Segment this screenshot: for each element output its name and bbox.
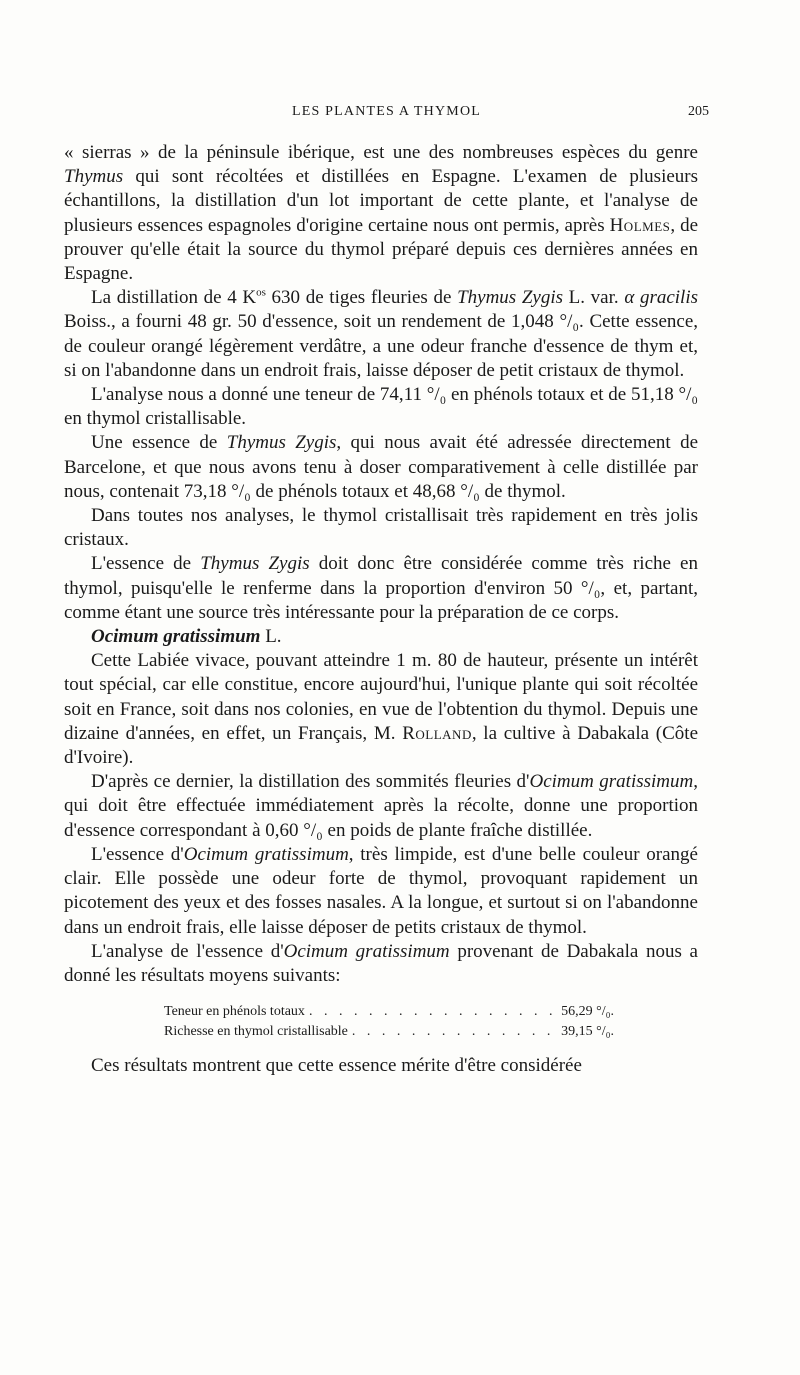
paragraph-2: La distillation de 4 $K^{os}$ 630 de tiges fleuries de Thymus Zygis L. var. α gracilis Boiss., a fourni 48 gr. 50 d'essence, soit un rendement de 1,048 °/₀. Cette essence, de couleur orangé légèrement verdâtre, a une odeur franche d'essence de thym et, si on l'abandonne dans un endroit frais, laisse déposer de petit cristaux de thymol. (64, 286, 698, 381)
row-label: Teneur en phénols totaux (164, 1004, 305, 1020)
body-text (64, 141, 698, 1078)
running-title: LES PLANTES A THYMOL (291, 104, 482, 119)
species-name: Thymus Zygis (200, 553, 310, 575)
species-name: Ocimum gratissimum (183, 843, 349, 865)
page-number: 205 (688, 104, 709, 119)
row-label: Richesse en thymol cristallisable (164, 1024, 348, 1040)
results-table (164, 1002, 698, 1042)
section-heading: Ocimum gratissimum L. (91, 626, 282, 648)
paragraph-11: Ces résultats montrent que cette essence mérite d'être considérée (91, 1055, 582, 1077)
paragraph-3: L'analyse nous a donné une teneur de 74,11 °/₀ en phénols totaux et de 51,18 °/₀ en thymol cristallisable. (64, 384, 698, 430)
species-name: Thymus (64, 166, 124, 188)
table-row (164, 1022, 614, 1042)
person-name: Rolland (402, 722, 472, 744)
paragraph-6: L'essence de Thymus Zygis doit donc être considérée comme très riche en thymol, puisqu'elle le renferme dans la proportion d'environ 50 °/₀, et, partant, comme étant une source très intéressante pour la préparation de ce corps. (64, 553, 698, 623)
paragraph-10: L'analyse de l'essence d'Ocimum gratissimum provenant de Dabakala nous a donné les résultats moyens suivants: (64, 940, 698, 986)
author-name: Holmes (609, 214, 671, 236)
dot-leader (305, 1002, 561, 1022)
dot-leader (348, 1022, 561, 1042)
paragraph-7: Cette Labiée vivace, pouvant atteindre 1 m. 80 de hauteur, présente un intérêt tout spécial, car elle constitue, encore aujourd'hui, l'unique plante qui soit récoltée soit en France, soit dans nos colonies, en vue de l'obtention du thymol. Depuis une dizaine d'années, en effet, un Français, M. Rolland, la cultive à Dabakala (Côte d'Ivoire). (64, 650, 699, 769)
species-name: Ocimum gratissimum (283, 940, 450, 962)
species-name: Ocimum gratissimum (529, 771, 694, 793)
table-row (164, 1002, 614, 1022)
row-value: 39,15 °/₀. (561, 1024, 614, 1040)
paragraph-4: Une essence de Thymus Zygis, qui nous avait été adressée directement de Barcelone, et que nous avons tenu à doser comparativement à celle distillée par nous, contenait 73,18 °/₀ de phénols totaux et 48,68 °/₀ de thymol. (64, 432, 699, 502)
paragraph-1: « sierras » de la péninsule ibérique, est une des nombreuses espèces du genre Thymus qui sont récoltées et distillées en Espagne. L'examen de plusieurs échantillons, la distillation d'un lot important de cette plante, et l'analyse de plusieurs essences espagnoles d'origine certaine nous ont permis, après Holmes, de prouver qu'elle était la source du thymol préparé depuis ces dernières années en Espagne. (64, 142, 698, 285)
paragraph-5: Dans toutes nos analyses, le thymol cristallisait très rapidement en très jolis cristaux. (64, 505, 698, 551)
species-name: Thymus Zygis (226, 432, 337, 454)
page-header (64, 104, 709, 126)
species-name: Thymus Zygis (457, 287, 564, 309)
variety-name: α gracilis (624, 287, 698, 309)
row-value: 56,29 °/₀. (561, 1004, 614, 1020)
paragraph-8: D'après ce dernier, la distillation des sommités fleuries d'Ocimum gratissimum, qui doit être effectuée immédiatement après la récolte, donne une proportion d'essence correspondant à 0,60 °/₀ en poids de plante fraîche distillée. (64, 771, 698, 841)
paragraph-9: L'essence d'Ocimum gratissimum, très limpide, est d'une belle couleur orangé clair. Elle possède une odeur forte de thymol, provoquant rapidement un picotement des yeux et des fosses nasales. A la longue, et surtout si on l'abandonne dans un endroit frais, elle laisse déposer de petits cristaux de thymol. (64, 843, 698, 938)
